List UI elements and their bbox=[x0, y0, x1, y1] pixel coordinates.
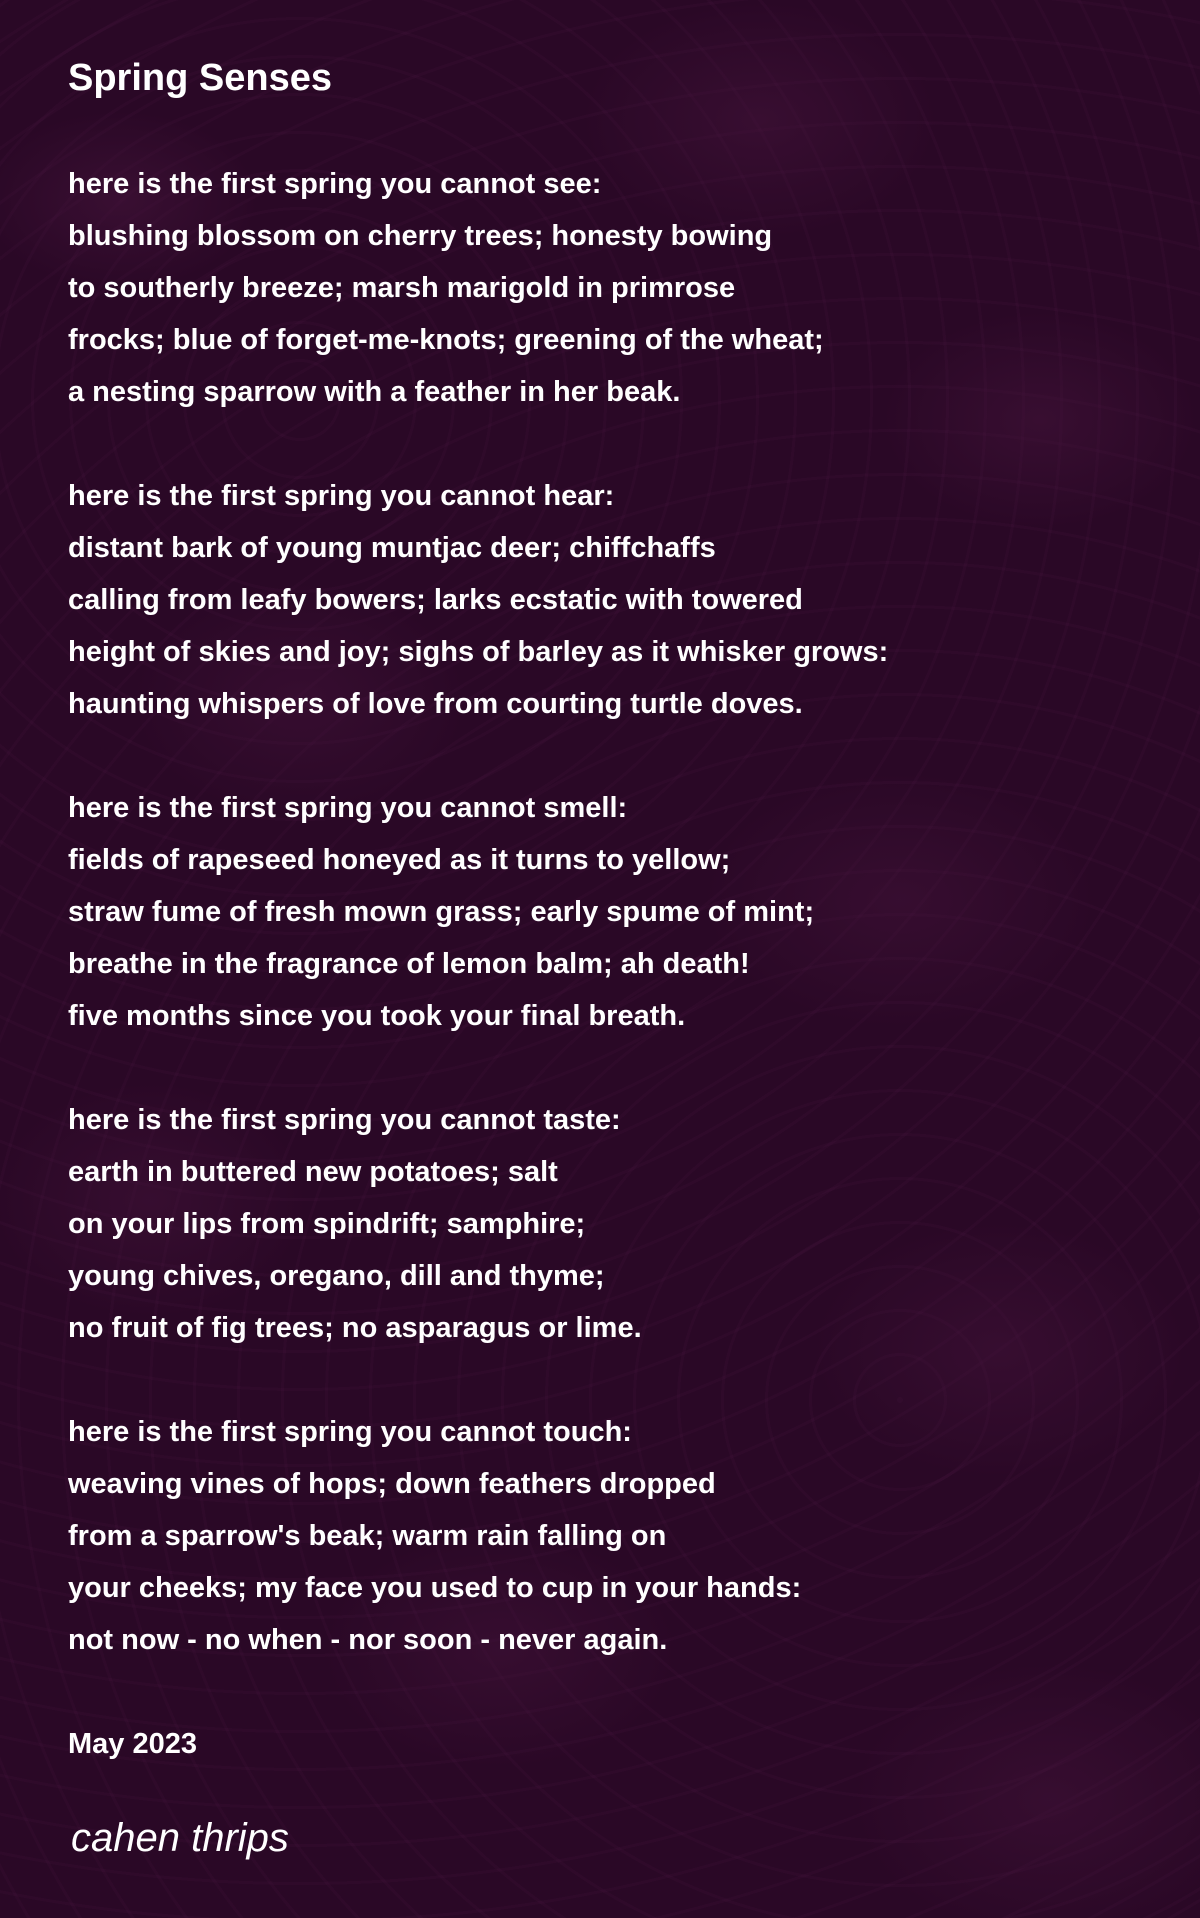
poem-line: a nesting sparrow with a feather in her beak. bbox=[68, 376, 681, 408]
poem-line: weaving vines of hops; down feathers dropped bbox=[68, 1468, 716, 1500]
poem-line: here is the first spring you cannot smell: bbox=[68, 792, 628, 824]
poem-line: calling from leafy bowers; larks ecstatic with towered bbox=[68, 584, 803, 616]
stanza-2 bbox=[68, 470, 1148, 730]
stanza-3 bbox=[68, 782, 1148, 1042]
poem-line: distant bark of young muntjac deer; chiffchaffs bbox=[68, 532, 716, 564]
poem-line: your cheeks; my face you used to cup in your hands: bbox=[68, 1572, 802, 1604]
poem-line: no fruit of fig trees; no asparagus or lime. bbox=[68, 1312, 642, 1344]
poem-line: here is the first spring you cannot taste: bbox=[68, 1104, 621, 1136]
poem-line: to southerly breeze; marsh marigold in primrose bbox=[68, 272, 736, 304]
stanza-1 bbox=[68, 158, 1148, 418]
poem-page bbox=[68, 48, 1148, 1866]
poem-line: blushing blossom on cherry trees; honesty bowing bbox=[68, 220, 773, 252]
stanza-4 bbox=[68, 1094, 1148, 1354]
poem-line: haunting whispers of love from courting turtle doves. bbox=[68, 688, 803, 720]
stanza-5 bbox=[68, 1406, 1148, 1666]
poem-line: earth in buttered new potatoes; salt bbox=[68, 1156, 558, 1188]
poem-line: young chives, oregano, dill and thyme; bbox=[68, 1260, 605, 1292]
poem-line: height of skies and joy; sighs of barley as it whisker grows: bbox=[68, 636, 889, 668]
poem-line: here is the first spring you cannot see: bbox=[68, 168, 602, 200]
poem-line: straw fume of fresh mown grass; early spume of mint; bbox=[68, 896, 815, 928]
poem-line: frocks; blue of forget-me-knots; greening of the wheat; bbox=[68, 324, 824, 356]
poem-body bbox=[68, 158, 1148, 1666]
poem-author: cahen thrips bbox=[71, 1816, 289, 1860]
poem-line: from a sparrow's beak; warm rain falling on bbox=[68, 1520, 667, 1552]
poem-line: here is the first spring you cannot hear: bbox=[68, 480, 615, 512]
poem-line: fields of rapeseed honeyed as it turns to yellow; bbox=[68, 844, 731, 876]
poem-line: here is the first spring you cannot touch: bbox=[68, 1416, 632, 1448]
poem-line: not now - no when - nor soon - never again. bbox=[68, 1624, 668, 1656]
poem-line: five months since you took your final breath. bbox=[68, 1000, 686, 1032]
poem-title: Spring Senses bbox=[68, 57, 332, 99]
poem-line: on your lips from spindrift; samphire; bbox=[68, 1208, 586, 1240]
poem-line: breathe in the fragrance of lemon balm; ah death! bbox=[68, 948, 750, 980]
poem-date: May 2023 bbox=[68, 1728, 197, 1760]
